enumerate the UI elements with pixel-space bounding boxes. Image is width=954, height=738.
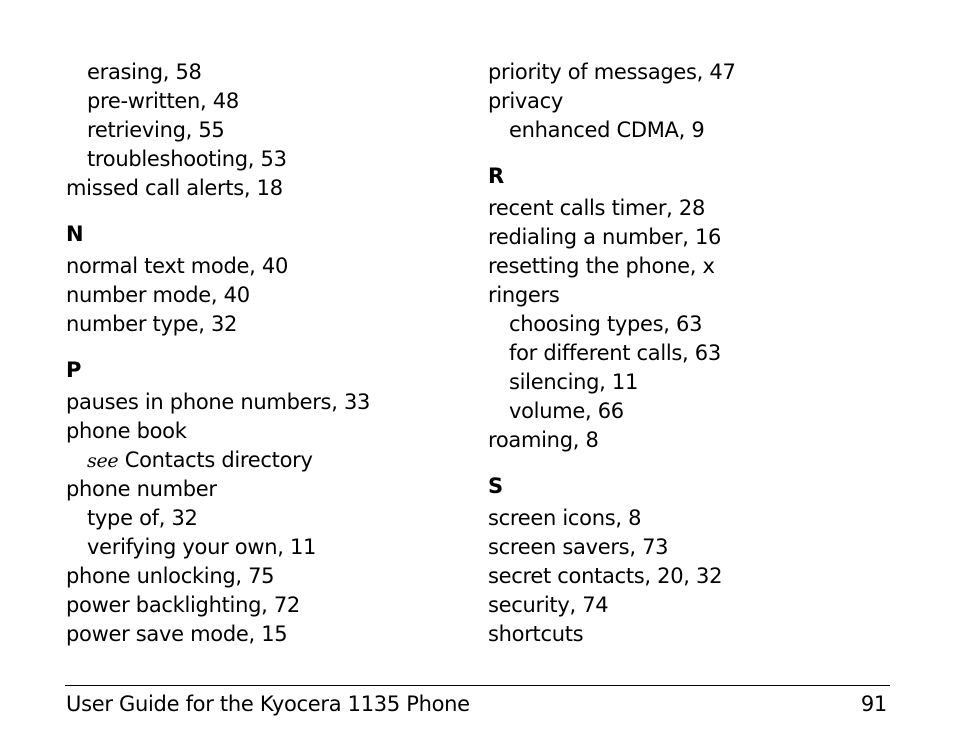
index-entry: redialing a number, 16 [488,225,722,249]
footer-divider [65,685,890,686]
index-entry: resetting the phone, x [488,254,715,278]
see-label: see [87,450,119,472]
index-entry: number type, 32 [66,312,238,336]
index-section-letter: N [66,222,84,246]
index-subentry: verifying your own, 11 [87,535,317,559]
footer-title: User Guide for the Kyocera 1135 Phone [66,692,470,716]
index-entry: phone book [66,419,187,443]
index-entry: privacy [488,89,563,113]
index-entry: screen savers, 73 [488,535,669,559]
index-entry: phone number [66,477,217,501]
index-entry: number mode, 40 [66,283,250,307]
index-cross-reference [66,446,466,475]
index-entry: phone unlocking, 75 [66,564,275,588]
index-subentry: type of, 32 [87,506,198,530]
index-entry: priority of messages, 47 [488,60,736,84]
index-entry: missed call alerts, 18 [66,176,283,200]
index-subentry: choosing types, 63 [509,312,703,336]
index-entry: power backlighting, 72 [66,593,300,617]
index-entry: screen icons, 8 [488,506,642,530]
index-entry: secret contacts, 20, 32 [488,564,723,588]
index-subentry: volume, 66 [509,399,624,423]
index-subentry: for different calls, 63 [509,341,721,365]
cross-reference-target: Contacts directory [124,448,313,472]
index-subentry: troubleshooting, 53 [87,147,287,171]
index-section-letter: P [66,358,82,382]
index-subentry: erasing, 58 [87,60,202,84]
page-number: 91 [860,692,887,716]
index-entry: power save mode, 15 [66,622,288,646]
index-subentry: enhanced CDMA, 9 [509,118,705,142]
index-column-left [66,58,466,649]
index-entry: roaming, 8 [488,428,599,452]
index-entry: security, 74 [488,593,609,617]
index-entry: recent calls timer, 28 [488,196,706,220]
index-column-right [488,58,888,649]
index-subentry: retrieving, 55 [87,118,225,142]
index-entry: pauses in phone numbers, 33 [66,390,371,414]
index-entry: shortcuts [488,622,584,646]
index-section-letter: S [488,474,503,498]
index-subentry: pre-written, 48 [87,89,239,113]
index-entry: ringers [488,283,560,307]
index-subentry: silencing, 11 [509,370,639,394]
index-entry: normal text mode, 40 [66,254,289,278]
index-section-letter: R [488,164,504,188]
